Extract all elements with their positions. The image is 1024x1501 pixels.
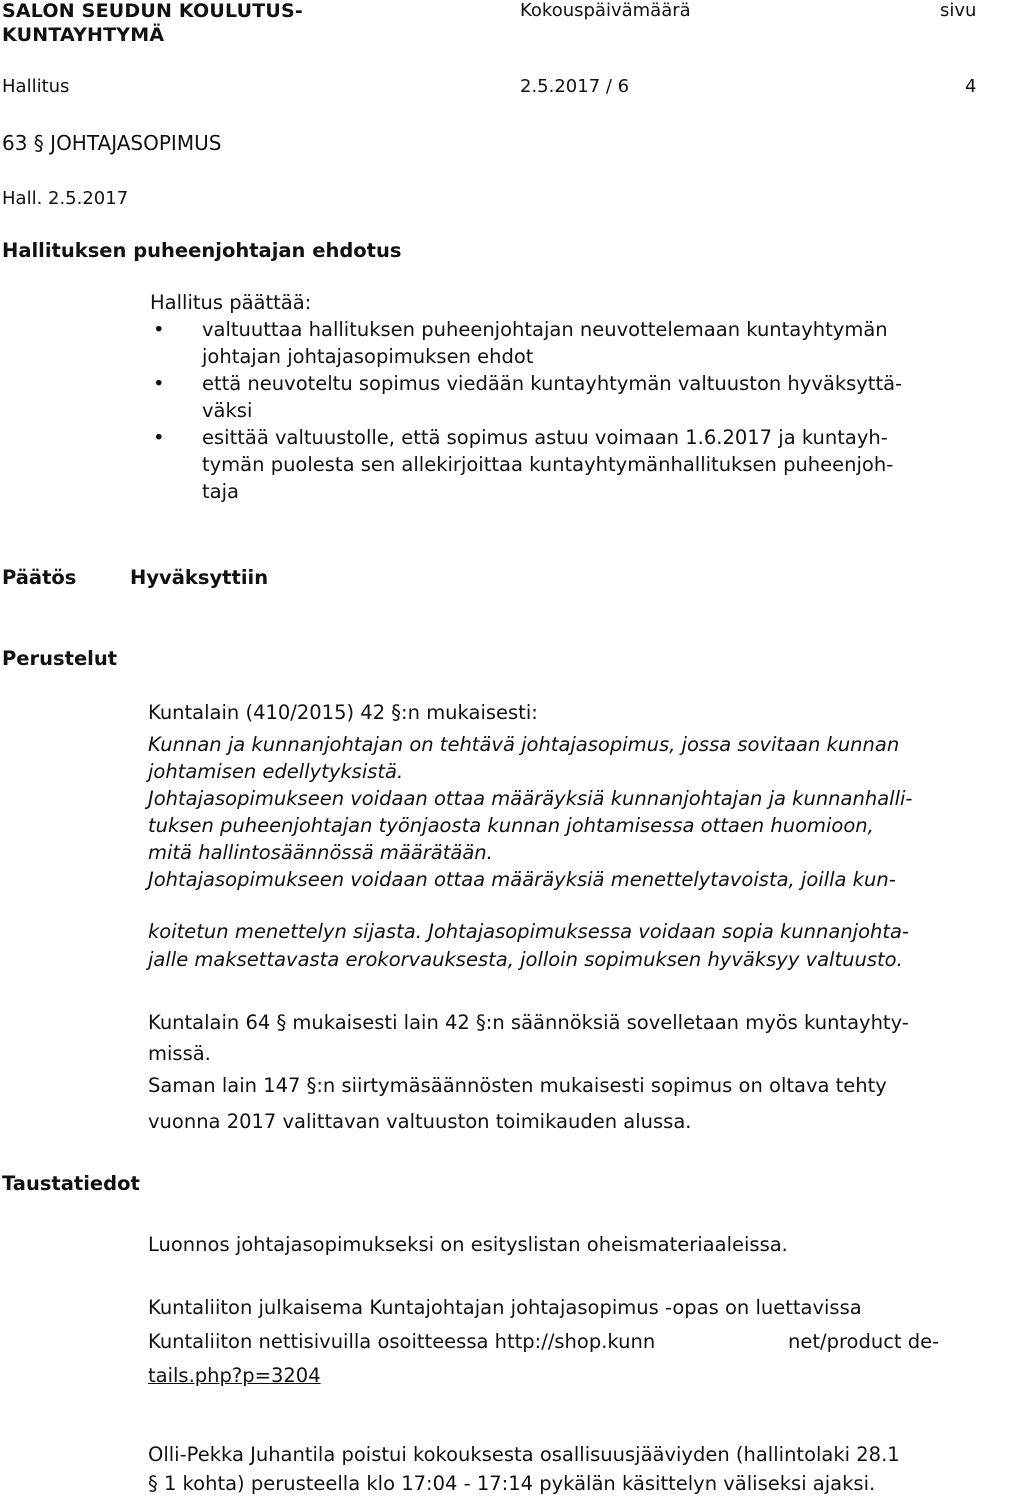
org-name-line1: SALON SEUDUN KOULUTUS- [2,0,303,22]
meeting-reference: Hall. 2.5.2017 [2,188,129,209]
law-quote-line: jalle maksettavasta erokorvauksesta, jolloin sopimuksen hyväksyy valtuusto. [148,948,903,971]
decision-value: Hyväksyttiin [130,566,269,589]
meeting-date-value: 2.5.2017 / 6 [520,76,630,97]
grounds-paragraph-line: Kuntalain 64 § mukaisesti lain 42 §:n säännöksiä sovelletaan myös kuntayhty- [148,1011,909,1034]
bullet-text-line: johtajan johtajasopimuksen ehdot [202,345,534,368]
grounds-paragraph-line: missä. [148,1042,211,1065]
grounds-paragraph-line: Saman lain 147 §:n siirtymäsäännösten mukaisesti sopimus on oltava tehty [148,1074,887,1097]
bullet-text-line: väksi [202,399,253,422]
bullet-text-line: • esittää valtuustolle, että sopimus astuu voimaan 1.6.2017 ja kuntayh- [202,426,888,449]
section-title: 63 § JOHTAJASOPIMUS [2,131,222,155]
bullet-text-line: tymän puolesta sen allekirjoittaa kuntayhtymänhallituksen puheenjoh- [202,453,894,476]
bullet-text-line: • että neuvoteltu sopimus viedään kuntayhtymän valtuuston hyväksyttä- [202,372,903,395]
recusal-note-line: Olli-Pekka Juhantila poistui kokouksesta osallisuusjääviyden (hallintolaki 28.1 [148,1443,900,1466]
guide-line: net/product de- [788,1330,940,1353]
law-quote-line: Kunnan ja kunnanjohtajan on tehtävä johtajasopimus, jossa sovitaan kunnan [148,733,900,756]
background-heading: Taustatiedot [2,1172,140,1195]
page-label: sivu [940,0,977,21]
proposal-heading: Hallituksen puheenjohtajan ehdotus [2,239,402,262]
proposal-bullet-item [150,316,1020,370]
proposal-bullet-list [150,316,1020,505]
law-quote-line: koitetun menettelyn sijasta. Johtajasopimuksessa voidaan sopia kunnanjohta- [148,920,910,943]
decision-label: Päätös [2,566,77,589]
grounds-paragraph-line: vuonna 2017 valittavan valtuuston toimikauden alussa. [148,1110,692,1133]
recusal-note-line: § 1 kohta) perusteella klo 17:04 - 17:14 pykälän käsittelyn väliseksi ajaksi. [148,1472,876,1495]
law-intro: Kuntalain (410/2015) 42 §:n mukaisesti: [148,701,538,724]
draft-note: Luonnos johtajasopimukseksi on esityslistan oheismateriaaleissa. [148,1233,788,1256]
law-quote-line: Johtajasopimukseen voidaan ottaa määräyksiä menettelytavoista, joilla kun- [148,868,896,891]
grounds-heading: Perustelut [2,647,118,670]
proposal-bullet-item [150,370,1020,424]
date-label: Kokouspäivämäärä [520,0,691,21]
guide-link[interactable]: tails.php?p=3204 [148,1364,321,1387]
guide-line: Kuntaliiton julkaisema Kuntajohtajan johtajasopimus -opas on luettavissa [148,1296,862,1319]
proposal-intro: Hallitus päättää: [150,291,312,314]
proposal-bullet-item [150,424,1020,505]
org-name-line2: KUNTAYHTYMÄ [2,24,165,46]
bullet-text-line: • valtuuttaa hallituksen puheenjohtajan neuvottelemaan kuntayhtymän [202,318,888,341]
law-quote-line: johtamisen edellytyksistä. [148,760,404,783]
law-quote-line: tuksen puheenjohtajan työnjaosta kunnan johtamisessa ottaen huomioon, [148,814,874,837]
bullet-text-line: taja [202,480,239,503]
body-name: Hallitus [2,76,70,97]
guide-line: Kuntaliiton nettisivuilla osoitteessa http://shop.kunn [148,1330,656,1353]
law-quote-line: mitä hallintosäännössä määrätään. [148,841,493,864]
law-quote-line: Johtajasopimukseen voidaan ottaa määräyksiä kunnanjohtajan ja kunnanhalli- [148,787,913,810]
page-number: 4 [965,76,977,97]
